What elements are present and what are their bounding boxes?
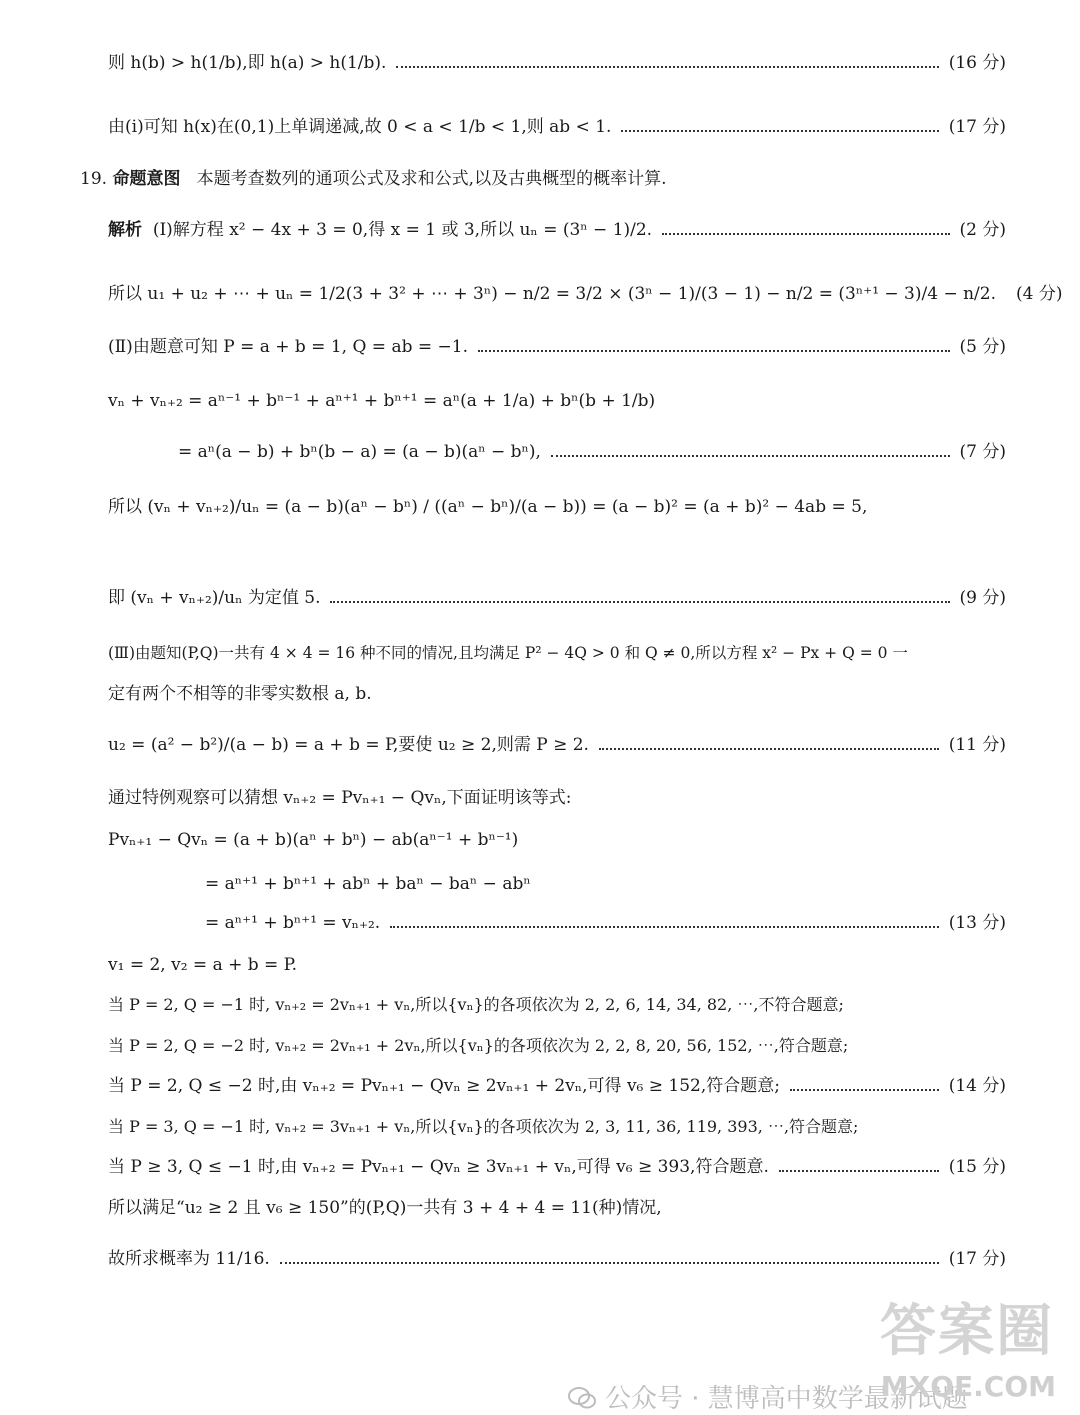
dot-leader bbox=[396, 66, 938, 68]
solution-line: Pvₙ₊₁ − Qvₙ = (a + b)(aⁿ + bⁿ) − ab(aⁿ⁻¹ + bⁿ⁻¹) bbox=[108, 830, 519, 850]
analysis-label: 解析 bbox=[108, 220, 142, 240]
line-text bbox=[108, 219, 652, 241]
solution-line bbox=[108, 1156, 1006, 1178]
score-points: (2 分) bbox=[959, 220, 1006, 240]
solution-line: v₁ = 2, v₂ = a + b = P. bbox=[108, 955, 298, 975]
solution-line: 当 P = 3, Q = −1 时, vₙ₊₂ = 3vₙ₊₁ + vₙ,所以{vₙ}的各项依次为 2, 3, 11, 36, 119, 393, ⋯,符合题意; bbox=[108, 1117, 859, 1136]
solution-line bbox=[108, 52, 1006, 74]
dot-leader bbox=[599, 748, 939, 750]
account-watermark: 公众号 · 慧博高中数学最新试题 bbox=[605, 1384, 968, 1414]
score-points: (9 分) bbox=[959, 588, 1006, 608]
dot-leader bbox=[330, 601, 949, 603]
solution-line: 当 P = 2, Q = −1 时, vₙ₊₂ = 2vₙ₊₁ + vₙ,所以{vₙ}的各项依次为 2, 2, 6, 14, 34, 82, ⋯,不符合题意; bbox=[108, 995, 844, 1014]
solution-line bbox=[108, 587, 1006, 609]
line-text: 所以 u₁ + u₂ + ⋯ + uₙ = 1/2(3 + 3² + ⋯ + 3ⁿ) − n/2 = 3/2 × (3ⁿ − 1)/(3 − 1) − n/2 = (3ⁿ⁺¹ − 3)/4 − n/2. bbox=[108, 284, 997, 304]
site-logo-watermark: 答案圈 bbox=[880, 1299, 1054, 1364]
dot-leader bbox=[478, 350, 950, 352]
solution-line bbox=[108, 336, 1006, 358]
line-text: = aⁿ(a − b) + bⁿ(b − a) = (a − b)(aⁿ − bⁿ), bbox=[178, 442, 541, 462]
question-header bbox=[80, 168, 666, 190]
score-points: (16 分) bbox=[948, 53, 1006, 73]
solution-line bbox=[108, 283, 1063, 305]
dot-leader bbox=[551, 455, 950, 457]
solution-line: 定有两个不相等的非零实数根 a, b. bbox=[108, 684, 372, 704]
score-points: (13 分) bbox=[948, 913, 1006, 933]
solution-line bbox=[205, 912, 1006, 934]
line-text: 则 h(b) > h(1/b),即 h(a) > h(1/b). bbox=[108, 53, 387, 73]
intent-text: 本题考查数列的通项公式及求和公式,以及古典概型的概率计算. bbox=[196, 169, 667, 189]
line-content: (Ⅰ)解方程 x² − 4x + 3 = 0,得 x = 1 或 3,所以 uₙ = (3ⁿ − 1)/2. bbox=[152, 220, 653, 240]
solution-line bbox=[108, 734, 1006, 756]
line-text: 当 P = 2, Q ≤ −2 时,由 vₙ₊₂ = Pvₙ₊₁ − Qvₙ ≥ 2vₙ₊₁ + 2vₙ,可得 v₆ ≥ 152,符合题意; bbox=[108, 1076, 781, 1096]
solution-line: 所以满足“u₂ ≥ 2 且 v₆ ≥ 150”的(P,Q)一共有 3 + 4 + 4 = 11(种)情况, bbox=[108, 1198, 662, 1218]
dot-leader bbox=[390, 926, 938, 928]
line-text: 当 P ≥ 3, Q ≤ −1 时,由 vₙ₊₂ = Pvₙ₊₁ − Qvₙ ≥ 3vₙ₊₁ + vₙ,可得 v₆ ≥ 393,符合题意. bbox=[108, 1157, 769, 1177]
score-points: (11 分) bbox=[948, 735, 1006, 755]
score-points: (15 分) bbox=[948, 1157, 1006, 1177]
solution-line bbox=[108, 116, 1006, 138]
line-text: 故所求概率为 11/16. bbox=[108, 1249, 270, 1269]
solution-line bbox=[108, 1075, 1006, 1097]
score-points: (17 分) bbox=[948, 117, 1006, 137]
solution-line: 通过特例观察可以猜想 vₙ₊₂ = Pvₙ₊₁ − Qvₙ,下面证明该等式: bbox=[108, 788, 572, 808]
solution-line: (Ⅲ)由题知(P,Q)一共有 4 × 4 = 16 种不同的情况,且均满足 P² − 4Q > 0 和 Q ≠ 0,所以方程 x² − Px + Q = 0 一 bbox=[108, 644, 908, 662]
solution-line: 所以 (vₙ + vₙ₊₂)/uₙ = (a − b)(aⁿ − bⁿ) / ((aⁿ − bⁿ)/(a − b)) = (a − b)² = (a + b)² − 4ab = 5, bbox=[108, 497, 868, 517]
solution-line: vₙ + vₙ₊₂ = aⁿ⁻¹ + bⁿ⁻¹ + aⁿ⁺¹ + bⁿ⁺¹ = aⁿ(a + 1/a) + bⁿ(b + 1/b) bbox=[108, 391, 656, 411]
line-text: = aⁿ⁺¹ + bⁿ⁺¹ = vₙ₊₂. bbox=[205, 913, 381, 933]
dot-leader bbox=[621, 130, 938, 132]
site-url-watermark: MXQE.COM bbox=[880, 1370, 1056, 1403]
score-points: (7 分) bbox=[959, 442, 1006, 462]
line-text: 由(ⅰ)可知 h(x)在(0,1)上单调递减,故 0 < a < 1/b < 1,则 ab < 1. bbox=[108, 117, 612, 137]
dot-leader bbox=[779, 1170, 939, 1172]
score-points: (14 分) bbox=[948, 1076, 1006, 1096]
intent-heading: 命题意图 bbox=[112, 169, 181, 189]
line-text: u₂ = (a² − b²)/(a − b) = a + b = P,要使 u₂ ≥ 2,则需 P ≥ 2. bbox=[108, 735, 589, 755]
line-text: (Ⅱ)由题意可知 P = a + b = 1, Q = ab = −1. bbox=[108, 337, 468, 357]
wechat-icon bbox=[568, 1387, 596, 1409]
solution-line: 当 P = 2, Q = −2 时, vₙ₊₂ = 2vₙ₊₁ + 2vₙ,所以{vₙ}的各项依次为 2, 2, 8, 20, 56, 152, ⋯,符合题意; bbox=[108, 1036, 849, 1055]
dot-leader bbox=[280, 1262, 939, 1264]
solution-line bbox=[108, 219, 1006, 241]
solution-line bbox=[108, 1248, 1006, 1270]
score-points: (4 分) bbox=[1016, 284, 1063, 304]
dot-leader bbox=[790, 1089, 939, 1091]
line-text: 即 (vₙ + vₙ₊₂)/uₙ 为定值 5. bbox=[108, 588, 321, 608]
score-points: (17 分) bbox=[948, 1249, 1006, 1269]
score-points: (5 分) bbox=[959, 337, 1006, 357]
solution-line: = aⁿ⁺¹ + bⁿ⁺¹ + abⁿ + baⁿ − baⁿ − abⁿ bbox=[205, 874, 531, 894]
dot-leader bbox=[662, 233, 949, 235]
question-number: 19. bbox=[80, 169, 108, 189]
solution-line bbox=[178, 441, 1006, 463]
